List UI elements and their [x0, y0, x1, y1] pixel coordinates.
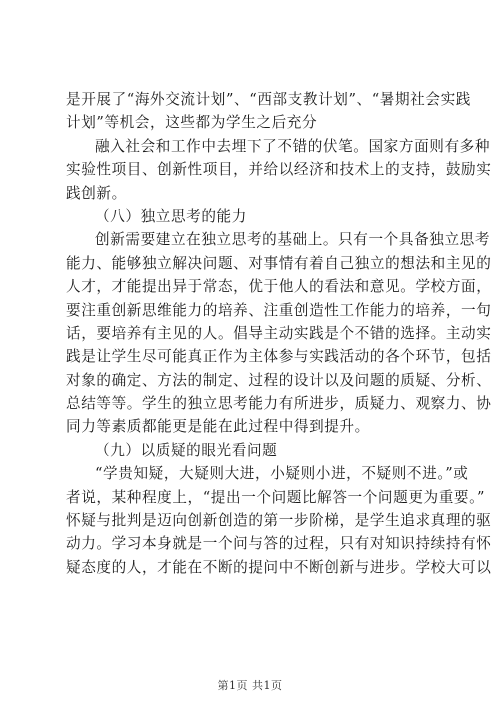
text-line: 者说，某种程度上，“提出一个问题比解答一个问题更为重要。” — [66, 488, 486, 506]
text-line: 怀疑与批判是迈向创新创造的第一步阶梯，是学生追求真理的驱 — [66, 512, 492, 530]
page-footer: 第1页 共1页 — [217, 679, 283, 692]
text-line: 疑态度的人，才能在不断的提问中不断创新与进步。学校大可以 — [66, 558, 492, 576]
text-line: 创新需要建立在独立思考的基础上。只有一个具备独立思考 — [95, 231, 491, 249]
text-line: 能力、能够独立解决问题、对事情有着自己独立的想法和主见的 — [66, 254, 492, 272]
text-line: 人才，才能提出异于常态，优于他人的看法和意见。学校方面， — [66, 278, 492, 296]
text-line: 践是让学生尽可能真正作为主体参与实践活动的各个环节，包括 — [66, 348, 492, 366]
text-line: 同力等素质都能更是能在此过程中得到提升。 — [66, 418, 370, 436]
text-line: 计划”等机会，这些都为学生之后充分 — [66, 114, 318, 132]
section-heading: （九）以质疑的眼光看问题 — [95, 441, 278, 459]
section-heading: （八）独立思考的能力 — [95, 207, 247, 225]
text-line: 要注重创新思维能力的培养、注重创造性工作能力的培养，一句 — [66, 301, 492, 319]
text-line: 总结等等。学生的独立思考能力有所进步，质疑力、观察力、协 — [66, 395, 492, 413]
text-line: 融入社会和工作中去埋下了不错的伏笔。国家方面则有多种 — [95, 137, 491, 155]
text-line: 实验性项目、创新性项目，并给以经济和技术上的支持，鼓励实 — [66, 161, 492, 179]
text-line: 是开展了“海外交流计划”、“西部支教计划”、“暑期社会实践 — [66, 91, 471, 108]
text-line: “学贵知疑，大疑则大进，小疑则小进，不疑则不进。”或 — [95, 465, 469, 483]
text-line: 践创新。 — [66, 184, 127, 202]
text-line: 动力。学习本身就是一个问与答的过程，只有对知识持续持有怀 — [66, 535, 492, 553]
text-line: 对象的确定、方法的制定、过程的设计以及问题的质疑、分析、 — [66, 371, 492, 389]
text-line: 话，要培养有主见的人。倡导主动实践是个不错的选择。主动实 — [66, 324, 492, 342]
document-body — [66, 88, 492, 579]
